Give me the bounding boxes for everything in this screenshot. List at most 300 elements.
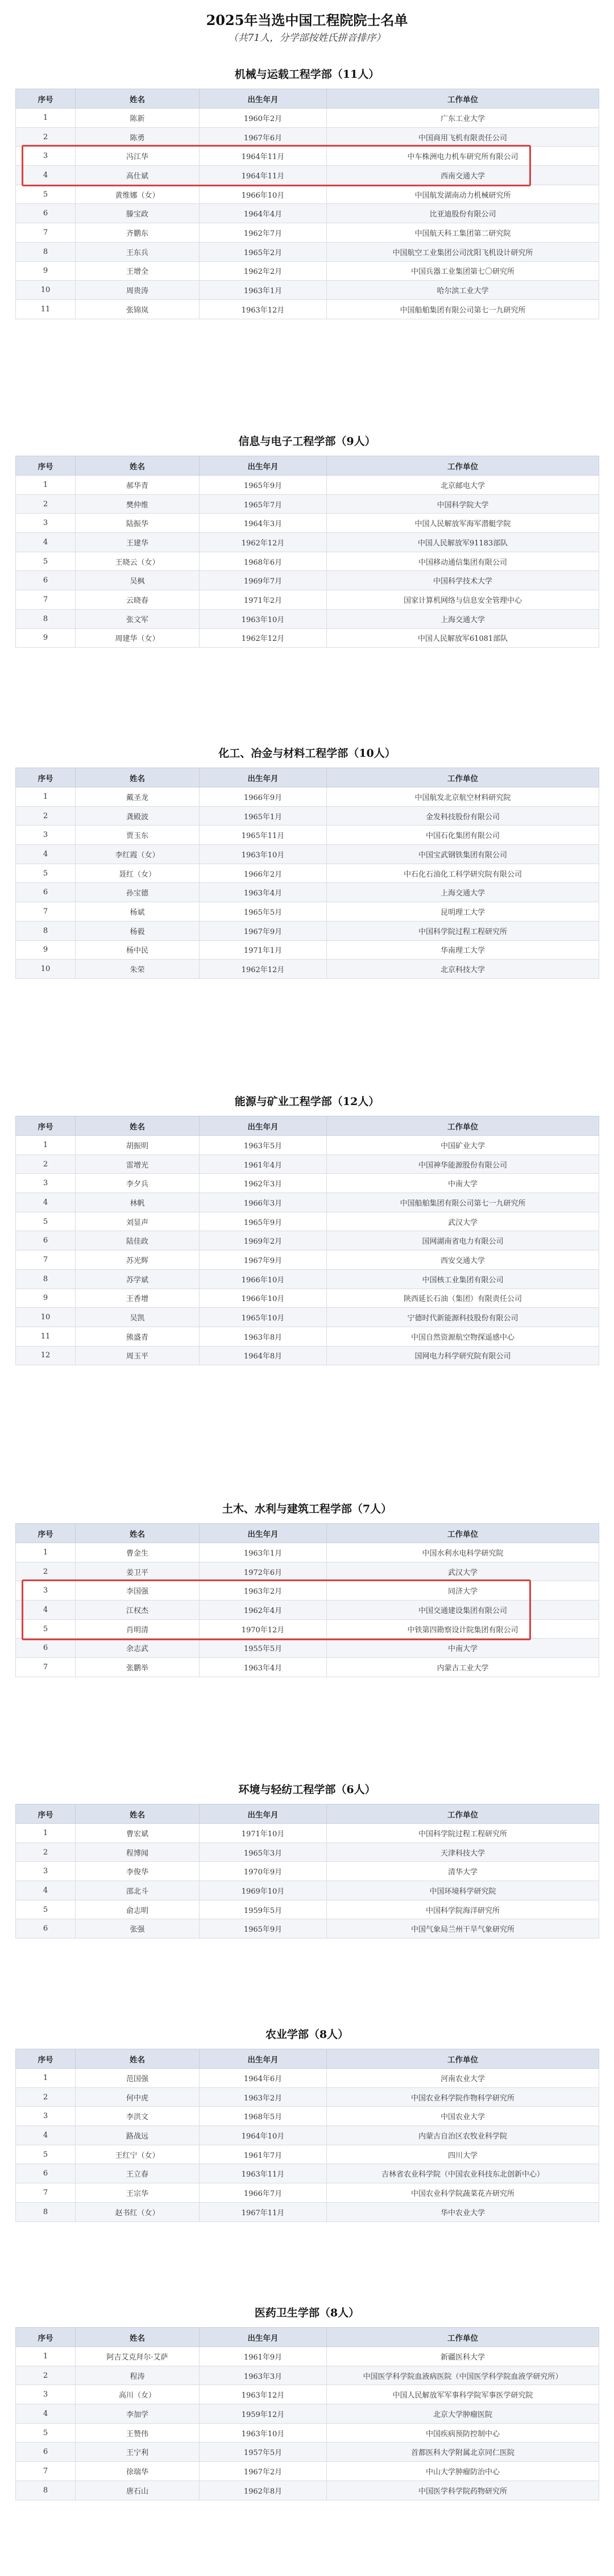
column-header-birth: 出生年月 bbox=[200, 2049, 327, 2069]
column-header-unit: 工作单位 bbox=[327, 1116, 599, 1136]
table-row bbox=[16, 1269, 599, 1289]
cell-unit: 中国神华能源股份有限公司 bbox=[327, 1154, 599, 1174]
cell-no: 3 bbox=[16, 826, 76, 845]
cell-unit: 西南交通大学 bbox=[327, 166, 599, 185]
cell-unit: 吉林省农业科学院（中国农业科技东北创新中心） bbox=[327, 2164, 599, 2183]
cell-no: 2 bbox=[16, 1843, 76, 1862]
table-row bbox=[16, 845, 599, 864]
cell-no: 4 bbox=[16, 1193, 76, 1212]
cell-name: 雷增光 bbox=[76, 1154, 200, 1174]
column-header-no: 序号 bbox=[16, 2328, 76, 2347]
cell-birth: 1966年7月 bbox=[200, 2183, 327, 2203]
cell-no: 3 bbox=[16, 1174, 76, 1193]
table-row bbox=[16, 242, 599, 261]
cell-no: 6 bbox=[16, 571, 76, 590]
cell-no: 11 bbox=[16, 299, 76, 319]
cell-name: 姜卫平 bbox=[76, 1562, 200, 1581]
cell-name: 高川（女） bbox=[76, 2385, 200, 2404]
cell-birth: 1966年2月 bbox=[200, 864, 327, 883]
cell-unit: 中国人民解放军61081部队 bbox=[327, 628, 599, 648]
cell-name: 程博闻 bbox=[76, 1843, 200, 1862]
table-header-row bbox=[16, 1116, 599, 1136]
cell-no: 2 bbox=[16, 806, 76, 826]
cell-name: 吴凯 bbox=[76, 1308, 200, 1327]
cell-name: 王建华 bbox=[76, 533, 200, 552]
cell-birth: 1969年10月 bbox=[200, 1881, 327, 1900]
cell-unit: 武汉大学 bbox=[327, 1562, 599, 1581]
cell-unit: 中国航空工业集团公司沈阳飞机设计研究所 bbox=[327, 242, 599, 261]
cell-birth: 1963年1月 bbox=[200, 281, 327, 300]
table-row bbox=[16, 494, 599, 514]
cell-no: 2 bbox=[16, 1562, 76, 1581]
cell-name: 李加学 bbox=[76, 2404, 200, 2424]
cell-birth: 1964年11月 bbox=[200, 147, 327, 166]
cell-no: 4 bbox=[16, 1600, 76, 1620]
table-row bbox=[16, 1600, 599, 1620]
cell-birth: 1963年10月 bbox=[200, 845, 327, 864]
cell-name: 杨毅 bbox=[76, 921, 200, 940]
cell-no: 3 bbox=[16, 1581, 76, 1600]
table-row bbox=[16, 2366, 599, 2385]
cell-unit: 中国科学院过程工程研究所 bbox=[327, 921, 599, 940]
cell-unit: 国家计算机网络与信息安全管理中心 bbox=[327, 590, 599, 610]
column-header-unit: 工作单位 bbox=[327, 2049, 599, 2069]
cell-no: 8 bbox=[16, 242, 76, 261]
cell-unit: 中国航天科工集团第二研究院 bbox=[327, 223, 599, 243]
column-header-unit: 工作单位 bbox=[327, 1524, 599, 1543]
cell-name: 路战远 bbox=[76, 2126, 200, 2145]
table-row bbox=[16, 2183, 599, 2203]
table-row bbox=[16, 1824, 599, 1843]
cell-name: 俞志明 bbox=[76, 1900, 200, 1919]
cell-unit: 中国核工业集团有限公司 bbox=[327, 1269, 599, 1289]
members-table bbox=[15, 1804, 599, 1939]
cell-unit: 内蒙古自治区农牧业科学院 bbox=[327, 2126, 599, 2145]
table-row bbox=[16, 2164, 599, 2183]
cell-name: 王增全 bbox=[76, 261, 200, 281]
cell-name: 张强 bbox=[76, 1919, 200, 1939]
table-row bbox=[16, 2069, 599, 2088]
section-title: 医药卫生学部（8人） bbox=[254, 2307, 360, 2319]
table-row bbox=[16, 2087, 599, 2107]
cell-unit: 中国农业科学院作物科学研究所 bbox=[327, 2087, 599, 2107]
cell-birth: 1962年7月 bbox=[200, 223, 327, 243]
cell-no: 7 bbox=[16, 1251, 76, 1270]
table-row bbox=[16, 1308, 599, 1327]
cell-birth: 1971年1月 bbox=[200, 940, 327, 960]
cell-no: 7 bbox=[16, 2462, 76, 2481]
cell-name: 高仕斌 bbox=[76, 166, 200, 185]
cell-birth: 1962年12月 bbox=[200, 628, 327, 648]
cell-no: 8 bbox=[16, 609, 76, 628]
table-row bbox=[16, 1900, 599, 1919]
cell-name: 王立春 bbox=[76, 2164, 200, 2183]
cell-unit: 四川大学 bbox=[327, 2145, 599, 2164]
cell-unit: 中国气象局兰州干旱气象研究所 bbox=[327, 1919, 599, 1939]
cell-unit: 中国矿业大学 bbox=[327, 1136, 599, 1155]
cell-name: 江权杰 bbox=[76, 1600, 200, 1620]
cell-no: 7 bbox=[16, 2183, 76, 2203]
table-row bbox=[16, 2107, 599, 2126]
cell-no: 10 bbox=[16, 960, 76, 979]
table-row bbox=[16, 787, 599, 807]
table-header-row bbox=[16, 1524, 599, 1543]
cell-name: 周贵涛 bbox=[76, 281, 200, 300]
cell-birth: 1970年12月 bbox=[200, 1619, 327, 1639]
table-row bbox=[16, 281, 599, 300]
cell-birth: 1959年5月 bbox=[200, 1900, 327, 1919]
cell-no: 11 bbox=[16, 1327, 76, 1346]
table-row bbox=[16, 2462, 599, 2481]
cell-birth: 1965年5月 bbox=[200, 902, 327, 922]
cell-name: 滕宝政 bbox=[76, 204, 200, 223]
cell-name: 张鹏举 bbox=[76, 1658, 200, 1677]
cell-unit: 中南大学 bbox=[327, 1639, 599, 1658]
members-table bbox=[15, 2049, 599, 2222]
cell-birth: 1962年12月 bbox=[200, 533, 327, 552]
table-row bbox=[16, 1543, 599, 1562]
cell-birth: 1971年10月 bbox=[200, 1824, 327, 1843]
cell-unit: 金发科技股份有限公司 bbox=[327, 806, 599, 826]
cell-name: 黄维娜（女） bbox=[76, 185, 200, 204]
cell-no: 3 bbox=[16, 514, 76, 533]
cell-unit: 宁德时代新能源科技股份有限公司 bbox=[327, 1308, 599, 1327]
section-title: 机械与运载工程学部（11人） bbox=[234, 68, 380, 81]
cell-no: 7 bbox=[16, 902, 76, 922]
cell-unit: 中铁第四勘察设计院集团有限公司 bbox=[327, 1619, 599, 1639]
cell-no: 8 bbox=[16, 2481, 76, 2500]
cell-unit: 清华大学 bbox=[327, 1862, 599, 1881]
cell-name: 云晓春 bbox=[76, 590, 200, 610]
cell-name: 唐石山 bbox=[76, 2481, 200, 2500]
column-header-name: 姓名 bbox=[76, 89, 200, 109]
table-row bbox=[16, 2145, 599, 2164]
cell-name: 李俊华 bbox=[76, 1862, 200, 1881]
cell-name: 周建华（女） bbox=[76, 628, 200, 648]
cell-birth: 1959年12月 bbox=[200, 2404, 327, 2424]
table-header-row bbox=[16, 456, 599, 476]
cell-birth: 1965年3月 bbox=[200, 1843, 327, 1862]
cell-birth: 1963年4月 bbox=[200, 1658, 327, 1677]
cell-birth: 1966年10月 bbox=[200, 1289, 327, 1308]
cell-name: 余志武 bbox=[76, 1639, 200, 1658]
cell-no: 4 bbox=[16, 1881, 76, 1900]
table-row bbox=[16, 921, 599, 940]
cell-unit: 中国医学科学院血液病医院（中国医学科学院血液学研究所） bbox=[327, 2366, 599, 2385]
cell-no: 3 bbox=[16, 2385, 76, 2404]
cell-birth: 1964年6月 bbox=[200, 2069, 327, 2088]
cell-no: 4 bbox=[16, 533, 76, 552]
column-header-unit: 工作单位 bbox=[327, 89, 599, 109]
table-row bbox=[16, 1346, 599, 1365]
members-table bbox=[15, 89, 599, 319]
table-row bbox=[16, 864, 599, 883]
cell-no: 5 bbox=[16, 185, 76, 204]
cell-unit: 中国科学院大学 bbox=[327, 494, 599, 514]
cell-unit: 中国科学院海洋研究所 bbox=[327, 1900, 599, 1919]
cell-name: 樊仲维 bbox=[76, 494, 200, 514]
table-row bbox=[16, 2442, 599, 2462]
cell-no: 4 bbox=[16, 2404, 76, 2424]
cell-name: 王香增 bbox=[76, 1289, 200, 1308]
cell-name: 冯江华 bbox=[76, 147, 200, 166]
section-title: 能源与矿业工程学部（12人） bbox=[234, 1095, 380, 1108]
table-row bbox=[16, 571, 599, 590]
cell-unit: 同济大学 bbox=[327, 1581, 599, 1600]
table-row bbox=[16, 940, 599, 960]
cell-no: 6 bbox=[16, 2164, 76, 2183]
column-header-no: 序号 bbox=[16, 1524, 76, 1543]
cell-no: 5 bbox=[16, 1619, 76, 1639]
table-row bbox=[16, 1919, 599, 1939]
cell-name: 陈新 bbox=[76, 109, 200, 128]
table-header-row bbox=[16, 2049, 599, 2069]
table-row bbox=[16, 1193, 599, 1212]
cell-unit: 哈尔滨工业大学 bbox=[327, 281, 599, 300]
cell-name: 李洪文 bbox=[76, 2107, 200, 2126]
cell-birth: 1962年12月 bbox=[200, 960, 327, 979]
cell-name: 王宁利 bbox=[76, 2442, 200, 2462]
cell-unit: 中国兵器工业集团第七〇研究所 bbox=[327, 261, 599, 281]
cell-birth: 1969年7月 bbox=[200, 571, 327, 590]
cell-name: 聂红（女） bbox=[76, 864, 200, 883]
section-title: 环境与轻纺工程学部（6人） bbox=[238, 1783, 376, 1796]
column-header-birth: 出生年月 bbox=[200, 1524, 327, 1543]
cell-no: 2 bbox=[16, 2366, 76, 2385]
table-row bbox=[16, 514, 599, 533]
column-header-birth: 出生年月 bbox=[200, 1116, 327, 1136]
section-title: 土木、水利与建筑工程学部（7人） bbox=[222, 1503, 392, 1515]
table-row bbox=[16, 261, 599, 281]
cell-name: 孙宝德 bbox=[76, 883, 200, 902]
column-header-name: 姓名 bbox=[76, 768, 200, 787]
cell-name: 杨中民 bbox=[76, 940, 200, 960]
table-row bbox=[16, 1154, 599, 1174]
cell-birth: 1962年8月 bbox=[200, 2481, 327, 2500]
column-header-no: 序号 bbox=[16, 1116, 76, 1136]
cell-birth: 1963年12月 bbox=[200, 299, 327, 319]
cell-unit: 广东工业大学 bbox=[327, 109, 599, 128]
table-row bbox=[16, 147, 599, 166]
cell-no: 8 bbox=[16, 1269, 76, 1289]
cell-unit: 新疆医科大学 bbox=[327, 2347, 599, 2366]
cell-name: 陈勇 bbox=[76, 127, 200, 147]
cell-name: 苏学斌 bbox=[76, 1269, 200, 1289]
cell-no: 6 bbox=[16, 883, 76, 902]
column-header-birth: 出生年月 bbox=[200, 768, 327, 787]
members-table bbox=[15, 456, 599, 648]
table-row bbox=[16, 590, 599, 610]
cell-birth: 1963年5月 bbox=[200, 1136, 327, 1155]
cell-name: 戴圣龙 bbox=[76, 787, 200, 807]
cell-name: 刘显声 bbox=[76, 1212, 200, 1231]
document-subtitle: （共71人，分学部按姓氏拼音排序） bbox=[228, 32, 386, 44]
cell-no: 6 bbox=[16, 1639, 76, 1658]
document-title: 2025年当选中国工程院院士名单 bbox=[206, 12, 408, 28]
cell-unit: 中国环境科学研究院 bbox=[327, 1881, 599, 1900]
cell-no: 3 bbox=[16, 1862, 76, 1881]
cell-unit: 上海交通大学 bbox=[327, 883, 599, 902]
table-header-row bbox=[16, 768, 599, 787]
cell-birth: 1971年2月 bbox=[200, 590, 327, 610]
cell-no: 5 bbox=[16, 1212, 76, 1231]
cell-name: 熊盛青 bbox=[76, 1327, 200, 1346]
cell-no: 3 bbox=[16, 147, 76, 166]
cell-birth: 1963年10月 bbox=[200, 609, 327, 628]
cell-unit: 北京邮电大学 bbox=[327, 476, 599, 495]
cell-unit: 中南大学 bbox=[327, 1174, 599, 1193]
table-row bbox=[16, 1251, 599, 1270]
table-row bbox=[16, 1881, 599, 1900]
cell-birth: 1961年7月 bbox=[200, 2145, 327, 2164]
cell-unit: 中国人民解放军91183部队 bbox=[327, 533, 599, 552]
cell-no: 10 bbox=[16, 281, 76, 300]
cell-no: 9 bbox=[16, 1289, 76, 1308]
cell-no: 8 bbox=[16, 921, 76, 940]
cell-no: 5 bbox=[16, 2423, 76, 2442]
cell-no: 10 bbox=[16, 1308, 76, 1327]
cell-no: 5 bbox=[16, 1900, 76, 1919]
column-header-unit: 工作单位 bbox=[327, 768, 599, 787]
cell-no: 6 bbox=[16, 204, 76, 223]
cell-no: 9 bbox=[16, 940, 76, 960]
cell-no: 12 bbox=[16, 1346, 76, 1365]
cell-birth: 1964年11月 bbox=[200, 166, 327, 185]
cell-no: 2 bbox=[16, 494, 76, 514]
cell-no: 6 bbox=[16, 1231, 76, 1251]
table-row bbox=[16, 1862, 599, 1881]
cell-name: 林帆 bbox=[76, 1193, 200, 1212]
cell-no: 4 bbox=[16, 166, 76, 185]
cell-name: 贾玉东 bbox=[76, 826, 200, 845]
cell-name: 王赞伟 bbox=[76, 2423, 200, 2442]
cell-name: 曹金生 bbox=[76, 1543, 200, 1562]
cell-birth: 1963年2月 bbox=[200, 2087, 327, 2107]
cell-birth: 1963年11月 bbox=[200, 2164, 327, 2183]
cell-no: 2 bbox=[16, 127, 76, 147]
cell-unit: 西安交通大学 bbox=[327, 1251, 599, 1270]
cell-birth: 1955年5月 bbox=[200, 1639, 327, 1658]
cell-unit: 比亚迪股份有限公司 bbox=[327, 204, 599, 223]
cell-unit: 北京科技大学 bbox=[327, 960, 599, 979]
cell-birth: 1972年6月 bbox=[200, 1562, 327, 1581]
cell-no: 1 bbox=[16, 1824, 76, 1843]
column-header-unit: 工作单位 bbox=[327, 2328, 599, 2347]
cell-birth: 1968年6月 bbox=[200, 552, 327, 571]
cell-birth: 1963年12月 bbox=[200, 2385, 327, 2404]
cell-birth: 1965年1月 bbox=[200, 806, 327, 826]
cell-birth: 1963年2月 bbox=[200, 1581, 327, 1600]
cell-name: 程涛 bbox=[76, 2366, 200, 2385]
cell-birth: 1963年4月 bbox=[200, 883, 327, 902]
cell-birth: 1966年10月 bbox=[200, 185, 327, 204]
cell-unit: 国网电力科学研究院有限公司 bbox=[327, 1346, 599, 1365]
cell-unit: 中山大学肿瘤防治中心 bbox=[327, 2462, 599, 2481]
table-row bbox=[16, 1639, 599, 1658]
cell-birth: 1964年10月 bbox=[200, 2126, 327, 2145]
cell-unit: 武汉大学 bbox=[327, 1212, 599, 1231]
column-header-name: 姓名 bbox=[76, 1524, 200, 1543]
cell-unit: 上海交通大学 bbox=[327, 609, 599, 628]
table-row bbox=[16, 1174, 599, 1193]
cell-unit: 河南农业大学 bbox=[327, 2069, 599, 2088]
table-header-row bbox=[16, 1804, 599, 1824]
table-row bbox=[16, 883, 599, 902]
column-header-no: 序号 bbox=[16, 1804, 76, 1824]
cell-unit: 中国疾病预防控制中心 bbox=[327, 2423, 599, 2442]
cell-no: 1 bbox=[16, 109, 76, 128]
table-row bbox=[16, 1562, 599, 1581]
cell-birth: 1970年9月 bbox=[200, 1862, 327, 1881]
column-header-no: 序号 bbox=[16, 768, 76, 787]
cell-no: 6 bbox=[16, 2442, 76, 2462]
section-title: 农业学部（8人） bbox=[265, 2028, 349, 2041]
cell-birth: 1967年9月 bbox=[200, 921, 327, 940]
table-row bbox=[16, 204, 599, 223]
cell-name: 曹宏斌 bbox=[76, 1824, 200, 1843]
table-row bbox=[16, 1327, 599, 1346]
cell-name: 何中虎 bbox=[76, 2087, 200, 2107]
cell-name: 陆佳政 bbox=[76, 1231, 200, 1251]
members-table bbox=[15, 1523, 599, 1677]
cell-no: 1 bbox=[16, 1543, 76, 1562]
cell-no: 6 bbox=[16, 1919, 76, 1939]
cell-birth: 1969年2月 bbox=[200, 1231, 327, 1251]
cell-no: 5 bbox=[16, 864, 76, 883]
cell-name: 赵书红（女） bbox=[76, 2202, 200, 2221]
cell-birth: 1962年2月 bbox=[200, 261, 327, 281]
cell-unit: 华中农业大学 bbox=[327, 2202, 599, 2221]
members-table bbox=[15, 1116, 599, 1365]
cell-unit: 中国医学科学院药物研究所 bbox=[327, 2481, 599, 2500]
cell-birth: 1965年9月 bbox=[200, 476, 327, 495]
table-row bbox=[16, 552, 599, 571]
cell-name: 李夕兵 bbox=[76, 1174, 200, 1193]
cell-no: 3 bbox=[16, 2107, 76, 2126]
cell-name: 苏光辉 bbox=[76, 1251, 200, 1270]
table-row bbox=[16, 1136, 599, 1155]
cell-name: 郝华青 bbox=[76, 476, 200, 495]
table-row bbox=[16, 2126, 599, 2145]
cell-no: 1 bbox=[16, 2347, 76, 2366]
cell-birth: 1967年6月 bbox=[200, 127, 327, 147]
cell-name: 王红宁（女） bbox=[76, 2145, 200, 2164]
cell-birth: 1967年11月 bbox=[200, 2202, 327, 2221]
column-header-birth: 出生年月 bbox=[200, 1804, 327, 1824]
table-row bbox=[16, 2347, 599, 2366]
cell-no: 5 bbox=[16, 552, 76, 571]
cell-birth: 1962年4月 bbox=[200, 1600, 327, 1620]
cell-name: 齐鹏东 bbox=[76, 223, 200, 243]
table-row bbox=[16, 1658, 599, 1677]
table-header-row bbox=[16, 2328, 599, 2347]
table-row bbox=[16, 299, 599, 319]
table-row bbox=[16, 1231, 599, 1251]
cell-birth: 1960年2月 bbox=[200, 109, 327, 128]
cell-unit: 中国船舶集团有限公司第七一九研究所 bbox=[327, 299, 599, 319]
column-header-birth: 出生年月 bbox=[200, 2328, 327, 2347]
column-header-unit: 工作单位 bbox=[327, 456, 599, 476]
cell-name: 李红霞（女） bbox=[76, 845, 200, 864]
cell-unit: 中国自然资源航空物探遥感中心 bbox=[327, 1327, 599, 1346]
table-row bbox=[16, 109, 599, 128]
column-header-no: 序号 bbox=[16, 89, 76, 109]
cell-name: 龚殿波 bbox=[76, 806, 200, 826]
cell-no: 2 bbox=[16, 1154, 76, 1174]
cell-no: 7 bbox=[16, 590, 76, 610]
column-header-name: 姓名 bbox=[76, 2049, 200, 2069]
column-header-no: 序号 bbox=[16, 456, 76, 476]
